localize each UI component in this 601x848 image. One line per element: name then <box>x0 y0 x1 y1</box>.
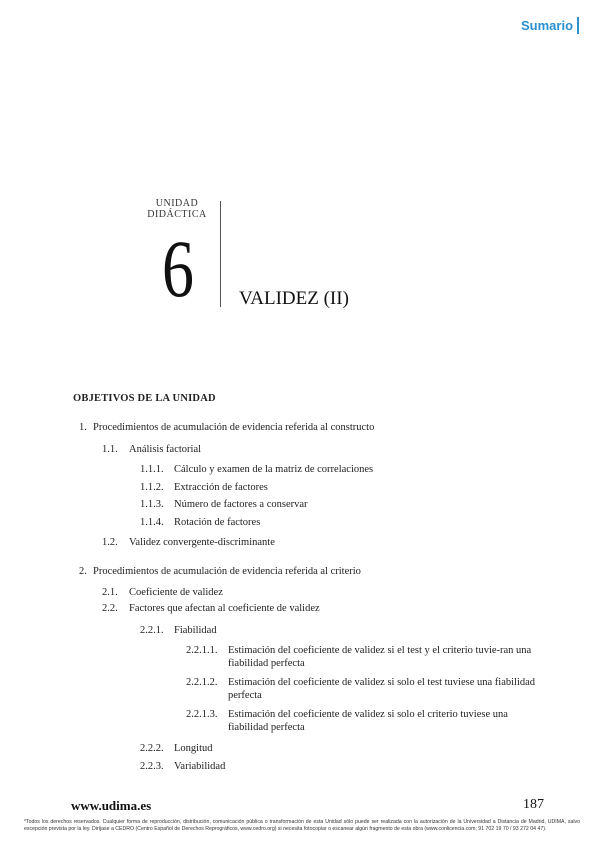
toc-item-2-2-2 <box>140 742 213 755</box>
toc-item-2-2-1-2 <box>186 676 546 702</box>
toc-item-2-2-1-1 <box>186 644 546 670</box>
unit-number: 6 <box>162 223 194 314</box>
objectives-heading: OBJETIVOS DE LA UNIDAD <box>73 393 216 404</box>
toc-item-text: Validez convergente-discriminante <box>129 537 275 548</box>
toc-item-text: Estimación del coeficiente de validez si el test y el criterio tuvie-ran una fiabilidad perfecta <box>228 645 532 669</box>
toc-item-number: 2.2.1.1. <box>186 645 218 656</box>
toc-item-text: Fiabilidad <box>174 625 217 636</box>
toc-item-text: Factores que afectan al coeficiente de validez <box>129 603 320 614</box>
toc-item-number: 2.2.1.3. <box>186 709 218 720</box>
toc-item-2-2-1 <box>140 624 217 637</box>
unit-label-line1: UNIDAD <box>155 198 199 209</box>
toc-item-number: 1.1.2. <box>140 482 164 493</box>
toc-item-1-1-4 <box>140 516 260 529</box>
toc-item-1-1-3 <box>140 498 308 511</box>
page-number: 187 <box>523 797 544 812</box>
toc-item-text: Número de factores a conservar <box>174 499 308 510</box>
copyright-notice: *Todos los derechos reservados. Cualquier forma de reproducción, distribución, comunicación pública o transformación de esta Unidad sólo puede ser realizada con la autorización de la Universidad a Distancia de Madrid, UDIMA, salvo excepción prevista por la ley. Diríjase a CEDRO (Centro Español de Derechos Reprográficos, www.cedro.org) si necesita fotocopiar o escanear algún fragmento de esta obra (www.conlicencia.com; 91 702 19 70 / 93 272 04 47). <box>24 819 580 832</box>
toc-item-text: Longitud <box>174 743 213 754</box>
toc-item-number: 2. <box>79 566 87 577</box>
unit-label <box>146 198 208 220</box>
toc-item-text: Procedimientos de acumulación de evidencia referida al constructo <box>93 422 375 433</box>
toc-item-1 <box>79 421 374 434</box>
toc-item-number: 2.2.2. <box>140 743 164 754</box>
toc-item-number: 1.1. <box>102 444 118 455</box>
toc-item-text: Análisis factorial <box>129 444 202 455</box>
toc-item-text: Coeficiente de validez <box>129 587 223 598</box>
unit-label-line2: DIDÁCTICA <box>147 209 207 220</box>
chapter-title: VALIDEZ (II) <box>239 288 349 309</box>
toc-item-text: Procedimientos de acumulación de evidencia referida al criterio <box>93 566 361 577</box>
toc-item-text: Estimación del coeficiente de validez si solo el test tuviese una fiabilidad perfecta <box>228 677 536 701</box>
toc-item-number: 2.2.1.2. <box>186 677 218 688</box>
toc-item-2 <box>79 565 361 578</box>
toc-item-number: 1.1.1. <box>140 464 164 475</box>
toc-item-text: Rotación de factores <box>174 517 261 528</box>
toc-item-number: 2.2. <box>102 603 118 614</box>
footer-url-link[interactable]: www.udima.es <box>71 798 152 813</box>
toc-item-number: 1.1.4. <box>140 517 164 528</box>
toc-item-2-2-3 <box>140 760 225 773</box>
toc-item-1-1 <box>102 443 201 456</box>
toc-item-number: 1. <box>79 422 87 433</box>
sumario-divider <box>577 17 579 34</box>
toc-item-text: Extracción de factores <box>174 482 268 493</box>
toc-item-2-2-1-3 <box>186 708 546 734</box>
toc-item-number: 1.1.3. <box>140 499 164 510</box>
sumario-link[interactable]: Sumario <box>521 18 574 33</box>
toc-item-text: Variabilidad <box>174 761 226 772</box>
toc-item-1-1-2 <box>140 481 268 494</box>
toc-item-number: 1.2. <box>102 537 118 548</box>
toc-item-text: Estimación del coeficiente de validez si solo el criterio tuviese una fiabilidad perfecta <box>228 709 508 733</box>
toc-item-number: 2.2.3. <box>140 761 164 772</box>
toc-item-text: Cálculo y examen de la matriz de correlaciones <box>174 464 374 475</box>
chapter-divider <box>220 201 221 307</box>
toc-item-2-2 <box>102 602 320 615</box>
toc-item-number: 2.2.1. <box>140 625 164 636</box>
toc-item-number: 2.1. <box>102 587 118 598</box>
toc-item-2-1 <box>102 586 223 599</box>
toc-item-1-1-1 <box>140 463 373 476</box>
toc-item-1-2 <box>102 536 275 549</box>
